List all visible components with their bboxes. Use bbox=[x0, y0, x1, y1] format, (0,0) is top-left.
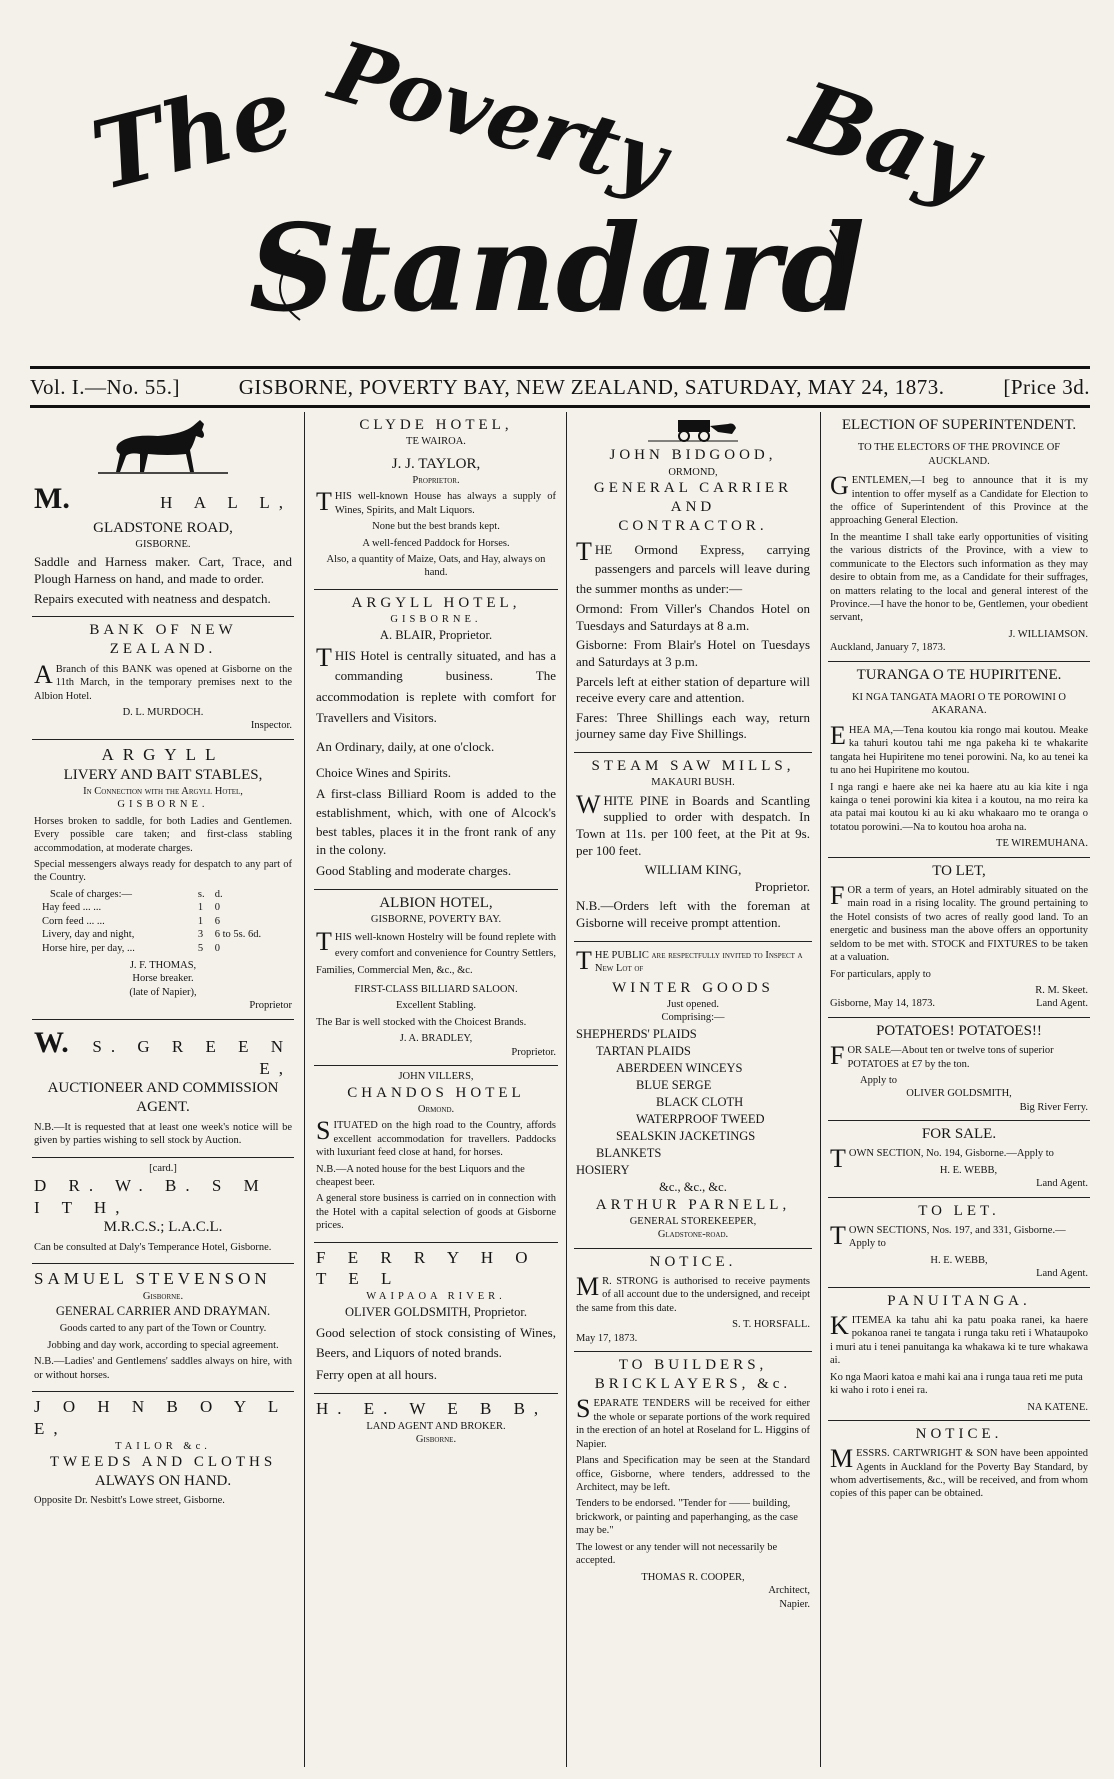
notice-date: May 17, 1873. bbox=[576, 1332, 638, 1344]
volume-number: Vol. I.—No. 55.] bbox=[30, 374, 180, 399]
hall-town: GISBORNE. bbox=[135, 538, 191, 550]
ferry-p1: Good selection of stock consisting of Wines, Beers, and Liquors of noted brands. bbox=[316, 1324, 556, 1361]
ad-argyll-stables bbox=[32, 740, 294, 1020]
bidgood-title: GENERAL CARRIER AND bbox=[593, 479, 793, 516]
forsale-signature: H. E. WEBB, bbox=[939, 1164, 998, 1176]
ferry-p2: Ferry open at all hours. bbox=[316, 1367, 437, 1383]
ad-stevenson bbox=[32, 1264, 294, 1392]
hall-initial: M. bbox=[34, 482, 70, 516]
argyll-hotel-p1: THIS Hotel is centrally situated, and has a commanding business. The accommodation is replete with comfort for Travellers and Visitors. bbox=[316, 642, 556, 725]
masthead-logo bbox=[0, 0, 1114, 370]
albion-p3: Excellent Stabling. bbox=[396, 1000, 476, 1012]
argyll-connection: In Connection with the Argyll Hotel, bbox=[83, 785, 243, 797]
ad-webb bbox=[314, 1394, 558, 1453]
stevenson-name: SAMUEL STEVENSON bbox=[34, 1269, 271, 1289]
list-item: TARTAN PLAIDS bbox=[596, 1043, 691, 1058]
boyle-name: J O H N B O Y L E, bbox=[34, 1397, 287, 1438]
tolet2-title: TO LET. bbox=[918, 1202, 1000, 1219]
parnell-role: GENERAL STOREKEEPER, bbox=[629, 1215, 757, 1227]
stevenson-p1: Goods carted to any part of the Town or Country. bbox=[59, 1323, 267, 1335]
bidgood-p2: Ormond: From Viller's Chandos Hotel on Tuesdays and Saturdays at 8 a.m. bbox=[576, 601, 810, 633]
bank-body: ABranch of this BANK was opened at Gisborne on the 11th March, in the temporary premises next to the Albion Hotel. bbox=[34, 659, 292, 702]
ad-for-sale bbox=[828, 1121, 1090, 1198]
bank-signature: D. L. MURDOCH. bbox=[122, 706, 204, 718]
turanga-title: TURANGA O TE HUPIRITENE. bbox=[856, 666, 1062, 683]
ad-boyle bbox=[32, 1392, 294, 1517]
list-item: BLUE SERGE bbox=[636, 1077, 712, 1092]
albion-p1: THIS well-known Hostelry will be found replete with every comfort and convenience for Country Settlers, Families, Commercial Men, &c., &c. bbox=[316, 926, 556, 977]
list-item: SHEPHERDS' PLAIDS bbox=[576, 1026, 697, 1041]
bank-title: BANK OF NEW ZEALAND. bbox=[89, 622, 237, 658]
dateline-rule bbox=[30, 405, 1090, 408]
ad-builders bbox=[574, 1352, 812, 1617]
tolet1-title: TO LET, bbox=[932, 862, 986, 879]
column-rule bbox=[304, 412, 305, 1767]
clyde-place: TE WAIROA. bbox=[406, 436, 466, 448]
notice2-title: NOTICE. bbox=[915, 1425, 1003, 1442]
horse-icon bbox=[98, 416, 228, 476]
argyll-hotel-p2: An Ordinary, daily, at one o'clock. bbox=[316, 738, 495, 754]
sawmills-sig-role: Proprietor. bbox=[754, 878, 810, 894]
tolet2-p1: TOWN SECTIONS, Nos. 197, and 331, Gisborne.—Apply to bbox=[830, 1220, 1066, 1250]
ad-notice-agents bbox=[828, 1421, 1090, 1510]
albion-signature: J. A. BRADLEY, bbox=[399, 1033, 473, 1045]
parnell-address: Gladstone-road. bbox=[657, 1229, 729, 1241]
panuitanga-title: PANUITANGA. bbox=[887, 1292, 1031, 1309]
tolet1-signature: R. M. Skeet. bbox=[1035, 985, 1088, 996]
argyll-sig-role2: Proprietor bbox=[249, 1000, 292, 1012]
notice-body: MR. STRONG is authorised to receive payments of all account due to the undersigned, and receipt the same from this date. bbox=[576, 1271, 810, 1314]
winter-etc: &c., &c., &c. bbox=[659, 1179, 727, 1194]
ad-albion-hotel bbox=[314, 890, 558, 1066]
ad-smith bbox=[32, 1158, 294, 1265]
price: [Price 3d. bbox=[1003, 374, 1090, 399]
winter-opened: Just opened. bbox=[667, 998, 719, 1010]
masthead bbox=[0, 0, 1114, 370]
tolet2-role: Land Agent. bbox=[1036, 1268, 1088, 1280]
tolet2-signature: H. E. WEBB, bbox=[930, 1254, 988, 1266]
column-rule bbox=[820, 412, 821, 1767]
argyll-p2: Special messengers always ready for despatch to any part of the Country. bbox=[34, 858, 292, 884]
chandos-owner: JOHN VILLERS, bbox=[398, 1071, 474, 1083]
albion-title: ALBION HOTEL, bbox=[379, 894, 493, 911]
masthead-rule bbox=[30, 366, 1090, 369]
column-2 bbox=[314, 412, 558, 1767]
ferry-owner: OLIVER GOLDSMITH, Proprietor. bbox=[345, 1304, 527, 1319]
turanga-subtitle: KI NGA TANGATA MAORI O TE POROWINI O AKARANA. bbox=[851, 691, 1067, 717]
ad-sawmills bbox=[574, 753, 812, 942]
winter-title: WINTER GOODS bbox=[612, 979, 774, 996]
argyll-town: GISBORNE. bbox=[117, 799, 209, 811]
table-row: Corn feed ... ... 1 6 bbox=[42, 915, 220, 927]
election-to: TO THE ELECTORS OF THE PROVINCE OF AUCKLAND. bbox=[857, 442, 1061, 467]
bidgood-name: JOHN BIDGOOD, bbox=[609, 447, 777, 464]
hall-road: GLADSTONE ROAD, bbox=[93, 519, 233, 536]
ad-winter-goods bbox=[574, 942, 812, 1249]
chandos-title: CHANDOS HOTEL bbox=[347, 1084, 525, 1101]
scale-heading: Scale of charges:— bbox=[50, 888, 133, 900]
boyle-trade: TAILOR &c. bbox=[115, 1440, 211, 1452]
argyll-p1: Horses broken to saddle, for both Ladies and Gentlemen. Every possible care taken; and first-class stabling accommodation, at moderate charges. bbox=[34, 815, 292, 854]
election-signature: J. WILLIAMSON. bbox=[1008, 628, 1088, 640]
ferry-place: WAIPAOA RIVER. bbox=[366, 1291, 506, 1303]
ad-panuitanga bbox=[828, 1288, 1090, 1421]
forsale-p1: TOWN SECTION, No. 194, Gisborne.—Apply to bbox=[830, 1144, 1054, 1174]
column-4 bbox=[828, 412, 1090, 1767]
argyll-hotel-town: GISBORNE. bbox=[390, 614, 482, 626]
table-row: Livery, day and night, 3 6 to 5s. 6d. bbox=[42, 929, 262, 941]
ad-to-let-sections bbox=[828, 1198, 1090, 1288]
albion-p4: The Bar is well stocked with the Choicest Brands. bbox=[316, 1016, 527, 1028]
builders-p4: The lowest or any tender will not necessarily be accepted. bbox=[576, 1541, 778, 1567]
column-1 bbox=[32, 412, 294, 1767]
list-item: HOSIERY bbox=[576, 1162, 630, 1177]
bidgood-p1: THE Ormond Express, carrying passengers and parcels will leave during the summer months as under:— bbox=[576, 536, 810, 596]
election-title: ELECTION OF SUPERINTENDENT. bbox=[841, 417, 1077, 433]
list-item: BLANKETS bbox=[596, 1145, 662, 1160]
col-d: d. bbox=[214, 888, 223, 900]
argyll-hotel-p4: A first-class Billiard Room is added to the establishment, which, with one of Alcock's best tables, places it in the front rank of any in the colony. bbox=[316, 785, 556, 858]
albion-sig-role: Proprietor. bbox=[511, 1046, 556, 1058]
clyde-title: CLYDE HOTEL, bbox=[359, 417, 513, 433]
boyle-line-2: ALWAYS ON HAND. bbox=[94, 1473, 232, 1490]
smith-quals: M.R.C.S.; L.A.C.L. bbox=[103, 1219, 223, 1236]
argyll-hotel-p5: Good Stabling and moderate charges. bbox=[316, 863, 512, 879]
svg-text:Standard: Standard bbox=[249, 198, 865, 339]
greene-title-2: AGENT. bbox=[136, 1099, 190, 1116]
ad-bank bbox=[32, 617, 294, 740]
stevenson-town: Gisborne. bbox=[142, 1290, 184, 1302]
sawmills-p2: N.B.—Orders left with the foreman at Gisborne will receive prompt attention. bbox=[576, 898, 810, 931]
tolet1-p2: For particulars, apply to bbox=[830, 968, 931, 980]
builders-p1: SEPARATE TENDERS will be received for either the whole or separate portions of the work required in the erection of an hotel at Roseland for L. Higgins of Napier. bbox=[576, 1394, 810, 1450]
chandos-p1: SITUATED on the high road to the Country, affords excellent accommodation for travellers. Paddocks with luxuriant feed close at hand, for horses. bbox=[316, 1116, 556, 1159]
ad-ferry-hotel bbox=[314, 1243, 558, 1394]
hall-body-2: Repairs executed with neatness and despatch. bbox=[34, 590, 271, 606]
tolet1-p1: FOR a term of years, an Hotel admirably situated on the main road in a rising locality. The ground pertaining to the Hotel consists of two acres of really good land. To an energetic and business man the above offers an opportunity seldom to be met with. STOCK and FIXTURES to be taken at a valuation. bbox=[830, 880, 1088, 964]
clyde-p1: THIS well-known House has always a supply of Wines, Spirits, and Malt Liquors. bbox=[316, 487, 556, 517]
builders-sig-place: Napier. bbox=[779, 1598, 810, 1610]
webb-title: LAND AGENT AND BROKER. bbox=[366, 1420, 506, 1432]
potatoes-place: Big River Ferry. bbox=[1019, 1101, 1088, 1113]
col-s: s. bbox=[197, 888, 205, 900]
argyll-subtitle: LIVERY AND BAIT STABLES, bbox=[63, 766, 263, 783]
argyll-sig-note: (late of Napier), bbox=[129, 986, 197, 998]
coach-icon bbox=[648, 416, 738, 442]
panuitanga-p1: KITEMEA ka tahu ahi ka patu poaka ranei, ka haere pokanoa ranei te tangata i runga taku reti i Whataupoko i muri atu i tenei panuitanga ka whakawa ki te ture whakawa ai. bbox=[830, 1310, 1088, 1367]
clyde-p4: Also, a quantity of Maize, Oats, and Hay, always on hand. bbox=[326, 554, 546, 579]
election-date: Auckland, January 7, 1873. bbox=[830, 642, 946, 654]
builders-p3: Tenders to be endorsed. "Tender for —— building, brickwork, or painting and paperhanging, as the case may be." bbox=[576, 1498, 798, 1537]
tolet1-role: Land Agent. bbox=[1036, 998, 1088, 1010]
argyll-hotel-p3: Choice Wines and Spirits. bbox=[316, 765, 452, 781]
place-date: GISBORNE, POVERTY BAY, NEW ZEALAND, SATURDAY, MAY 24, 1873. bbox=[238, 374, 945, 399]
svg-text:Bay: Bay bbox=[781, 61, 992, 220]
winter-comprising: Comprising:— bbox=[661, 1012, 725, 1024]
potatoes-title: POTATOES! POTATOES!! bbox=[876, 1022, 1042, 1039]
ferry-title: F E R R Y H O T E L bbox=[316, 1247, 537, 1289]
forsale-title: FOR SALE. bbox=[921, 1126, 997, 1143]
smith-body: Can be consulted at Daly's Temperance Hotel, Gisborne. bbox=[34, 1241, 272, 1253]
boyle-line: TWEEDS AND CLOTHS bbox=[49, 1453, 277, 1470]
smith-card: [card.] bbox=[149, 1162, 177, 1174]
chandos-p2: N.B.—A noted house for the best Liquors and the cheapest beer. bbox=[316, 1163, 525, 1188]
election-p1: GENTLEMEN,—I beg to announce that it is my intention to offer myself as a Candidate for Election to the office of Superintendent of this Province at the approaching General Election. bbox=[830, 471, 1088, 527]
albion-p2: FIRST-CLASS BILLIARD SALOON. bbox=[354, 983, 518, 995]
ad-clyde-hotel bbox=[314, 412, 558, 590]
potatoes-apply: Apply to bbox=[860, 1074, 898, 1086]
argyll-title: ARGYLL bbox=[101, 744, 225, 764]
ad-bidgood bbox=[574, 412, 812, 753]
hall-body-1: Saddle and Harness maker. Cart, Trace, and Plough Harness on hand, and made to order. bbox=[34, 554, 292, 586]
builders-p2: Plans and Specification may be seen at the Standard office, Gisborne, where tenders, addressed to the Architect, may be left. bbox=[576, 1455, 810, 1494]
ad-election bbox=[828, 412, 1090, 662]
chandos-place: Ormond. bbox=[417, 1103, 455, 1115]
list-item: BLACK CLOTH bbox=[656, 1094, 744, 1109]
list-item: WATERPROOF TWEED bbox=[636, 1111, 765, 1126]
bank-signature-role: Inspector. bbox=[250, 720, 292, 732]
charges-table bbox=[34, 888, 292, 955]
turanga-p1: EHEA MA,—Tena koutou kia rongo mai koutou. Meake ka tahuri koutou tahi me nga pakeha ki te whakarite tangata hei Hupiritene mo tenei porowini. Na, ko au tenei ka tu ano hei Hupiritene mo koutou. bbox=[830, 720, 1088, 777]
list-item: ABERDEEN WINCEYS bbox=[616, 1060, 743, 1075]
argyll-hotel-title: ARGYLL HOTEL, bbox=[351, 594, 521, 611]
sawmills-place: MAKAURI BUSH. bbox=[651, 777, 735, 789]
bidgood-p4: Parcels left at either station of departure will receive every care and attention. bbox=[576, 673, 810, 706]
panuitanga-p2: Ko nga Maori katoa e mahi kai ana i runga taua reti me puta ki waho i roto i enei ra. bbox=[830, 1371, 1083, 1397]
coach-illustration bbox=[576, 416, 810, 446]
ad-argyll-hotel bbox=[314, 590, 558, 890]
webb-name: H. E. W E B B, bbox=[316, 1398, 548, 1418]
panuitanga-signature: NA KATENE. bbox=[1027, 1401, 1088, 1413]
table-row: Horse hire, per day, ... 5 0 bbox=[42, 942, 220, 954]
column-3 bbox=[574, 412, 812, 1767]
table-row: Hay feed ... ... 1 0 bbox=[42, 902, 220, 914]
winter-list bbox=[576, 1026, 810, 1195]
dateline bbox=[30, 370, 1090, 404]
ad-notice bbox=[574, 1249, 812, 1352]
horse-illustration bbox=[34, 416, 292, 480]
column-rule bbox=[566, 412, 567, 1767]
builders-title: TO BUILDERS, BRICKLAYERS, &c. bbox=[594, 1357, 792, 1393]
bidgood-title-2: CONTRACTOR. bbox=[618, 518, 768, 535]
builders-signature: THOMAS R. COOPER, bbox=[641, 1571, 745, 1583]
boyle-address: Opposite Dr. Nesbitt's Lowe street, Gisborne. bbox=[34, 1495, 225, 1507]
notice-title: NOTICE. bbox=[649, 1253, 737, 1270]
clyde-p2: None but the best brands kept. bbox=[372, 521, 500, 533]
ad-to-let-hotel bbox=[828, 858, 1090, 1018]
bidgood-place: ORMOND, bbox=[668, 466, 718, 478]
greene-initial: W. bbox=[34, 1025, 69, 1059]
argyll-sig-role: Horse breaker. bbox=[132, 973, 194, 985]
notice2-p1: MESSRS. CARTWRIGHT & SON have been appointed Agents in Auckland for the Poverty Bay Standard, by whom advertisements, &c., will be received, and from whom copies of this paper can be obtained. bbox=[830, 1444, 1088, 1500]
potatoes-signature: OLIVER GOLDSMITH, bbox=[906, 1088, 1012, 1100]
greene-note: N.B.—It is requested that at least one week's notice will be given by parties wishing to sell stock by Auction. bbox=[34, 1121, 292, 1147]
election-p2: In the meantime I shall take early opportunities of visiting the various districts of the Province, with a view to communicate to the Electors such information as they may desire to obtain from me, as a Candidate for their suffrages, on matters relating to the local and general interest of the Province.—I have the honor to be, Gentlemen, your obedient servant, bbox=[830, 531, 1088, 624]
notice-signature: S. T. HORSFALL. bbox=[732, 1319, 810, 1331]
stevenson-p3: N.B.—Ladies' and Gentlemens' saddles always on hire, with or without horses. bbox=[34, 1356, 292, 1381]
hall-name: H A L L, bbox=[160, 493, 292, 513]
parnell-name: ARTHUR PARNELL, bbox=[595, 1196, 791, 1213]
greene-title: AUCTIONEER AND COMMISSION bbox=[47, 1080, 279, 1097]
chandos-p3: A general store business is carried on in connection with the Hotel with a capital selection of goods at Gisborne prices. bbox=[316, 1193, 556, 1232]
sawmills-signature: WILLIAM KING, bbox=[644, 862, 742, 878]
svg-text:The: The bbox=[81, 56, 303, 213]
ad-potatoes bbox=[828, 1018, 1090, 1121]
bidgood-p3: Gisborne: From Blair's Hotel on Tuesdays and Saturdays at 3 p.m. bbox=[576, 637, 810, 669]
turanga-signature: TE WIREMUHANA. bbox=[996, 838, 1088, 850]
sawmills-title: STEAM SAW MILLS, bbox=[591, 758, 795, 775]
clyde-owner: J. J. TAYLOR, bbox=[391, 455, 481, 472]
potatoes-p1: FOR SALE—About ten or twelve tons of superior POTATOES at £7 by the ton. bbox=[830, 1041, 1054, 1071]
smith-name: D R. W. B. S M I T H, bbox=[34, 1175, 268, 1217]
sawmills-p1: WHITE PINE in Boards and Scantling supplied to order with despatch. In Town at 11s. per 100 feet, at the Pit at 9s. per 100 feet. bbox=[576, 789, 810, 858]
forsale-role: Land Agent. bbox=[1036, 1178, 1088, 1190]
albion-place: GISBORNE, POVERTY BAY. bbox=[370, 914, 502, 926]
argyll-signature: J. F. THOMAS, bbox=[129, 960, 197, 971]
stevenson-p2: Jobbing and day work, according to special agreement. bbox=[47, 1339, 279, 1351]
greene-name: S. G R E E N E, bbox=[92, 1036, 292, 1078]
list-item: SEALSKIN JACKETINGS bbox=[616, 1128, 756, 1143]
ad-hall bbox=[32, 412, 294, 617]
clyde-p3: A well-fenced Paddock for Horses. bbox=[362, 537, 510, 549]
tolet1-date: Gisborne, May 14, 1873. bbox=[830, 998, 935, 1010]
bidgood-p5: Fares: Three Shillings each way, return journey same day Five Shillings. bbox=[576, 709, 810, 742]
ad-chandos-hotel bbox=[314, 1066, 558, 1243]
ad-turanga bbox=[828, 662, 1090, 858]
turanga-p2: I nga rangi e haere ake nei ka haere atu au kia kite i nga kainga o tenei porowini kia kitea i a koutou, na mo reira ka ata patai mai koutou ki au ki aku whakaaro mo te oranga o totatou porowini.—Na to koutou hoa aroha na. bbox=[830, 781, 1088, 833]
svg-text:Poverty: Poverty bbox=[320, 23, 677, 210]
builders-sig-role: Architect, bbox=[768, 1585, 810, 1597]
argyll-hotel-owner: A. BLAIR, Proprietor. bbox=[379, 627, 493, 642]
winter-intro: THE PUBLIC are respectfully invited to Inspect a New Lot of bbox=[576, 945, 803, 975]
stevenson-title: GENERAL CARRIER AND DRAYMAN. bbox=[55, 1304, 271, 1319]
webb-town: Gisborne. bbox=[415, 1434, 457, 1446]
ad-greene bbox=[32, 1020, 294, 1158]
clyde-role: Proprietor. bbox=[412, 474, 460, 486]
